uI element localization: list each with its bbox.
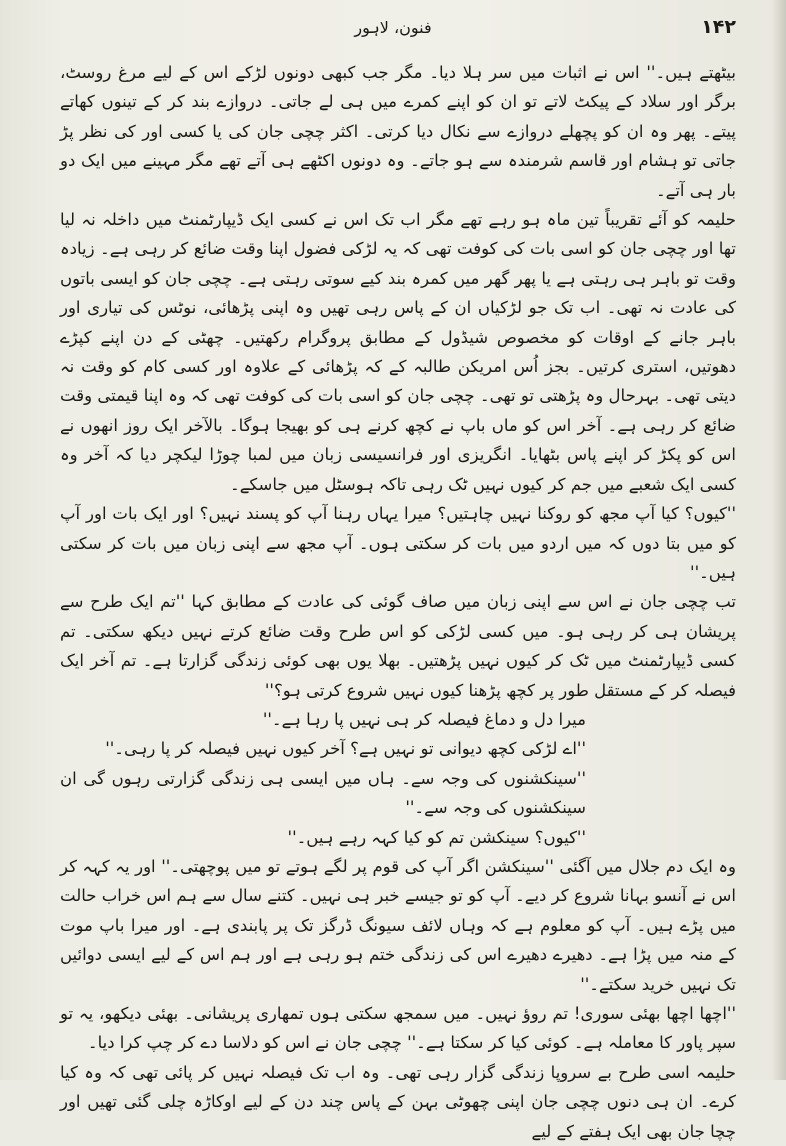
running-title: فنون، لاہور: [354, 18, 432, 37]
dialogue-line: ''اے لڑکی کچھ دیوانی تو نہیں ہے؟ آخر کیوں نہیں فیصلہ کر پا رہی۔'': [105, 739, 586, 759]
dialogue-line: ''سینکشنوں کی وجہ سے۔ ہاں میں ایسی ہی زندگی گزارتی رہوں گی ان سینکشنوں کی وجہ سے۔'': [60, 768, 586, 818]
paragraph: وہ ایک دم جلال میں آگئی ''سینکشن اگر آپ کی قوم پر لگے ہوتے تو میں پوچھتی۔'' اور یہ کہہ کر اس نے آنسو بہانا شروع کر دیے۔ آپ کو تو جیسے خبر ہی نہیں۔ کتنے سال سے ہم اس خراب حالت میں پڑے ہیں۔ آپ کو معلوم ہے کہ وہاں لائف سیونگ ڈرگز تک پر پابندی ہے۔ اور میرا باپ موت کے منہ میں پڑا ہے۔ دھیرے دھیرے اس کی زندگی ختم ہو رہی ہے اور ہم اس کے لیے ایسی دوائیں تک نہیں خرید سکتے۔'': [60, 856, 736, 994]
dialogue-line: ''کیوں؟ سینکشن تم کو کیا کہہ رہے ہیں۔'': [287, 827, 586, 847]
dialogue-paragraph: ''کیوں؟ کیا آپ مجھ کو روکنا نہیں چاہتیں؟ میرا یہاں رہنا آپ کو پسند نہیں؟ اور ایک بات اور آپ کو میں بتا دوں کہ میں اردو میں بات کر سکتی ہوں۔ آپ مجھ سے اپنی زبان میں بات کر سکتی ہیں۔'': [60, 504, 736, 582]
page-edge-shadow: [772, 0, 786, 1080]
paragraph: حلیمہ کو آئے تقریباً تین ماہ ہو رہے تھے مگر اب تک اس نے کسی ایک ڈیپارٹمنٹ میں داخلہ نہ لیا تھا اور چچی جان کو اسی بات کی کوفت تھی کہ یہ لڑکی فضول اپنا وقت ضائع کر رہی ہے۔ زیادہ وقت تو باہر ہی رہتی ہے یا پھر گھر میں کمرہ بند کیے سوتی رہتی ہے۔ چچی جان کو ایسی باتوں کی عادت نہ تھی۔ اب تک جو لڑکیاں ان کے پاس رہی تھیں وہ اپنی پڑھائی، نوٹس کی تیاری اور باہر جانے کے اوقات کو مخصوص شیڈول کے مطابق پروگرام رکھتیں۔ چھٹی کے دن اپنے کپڑے دھوتیں، استری کرتیں۔ بجز اُس امریکن طالبہ کے کہ پڑھائی کے علاوہ اور کسی کام کو وقت نہ دیتی تھی۔ بہرحال وہ پڑھتی تو تھی۔ چچی جان کو اسی بات کی کوفت تھی کہ وہ اپنا قیمتی وقت ضائع کر رہی ہے۔ آخر اس کو ماں باپ نے کچھ کرنے ہی کو بھیجا ہوگا۔ بالآخر ایک روز انھوں نے اس کو پکڑ کر اپنے پاس بٹھایا۔ انگریزی اور فرانسیسی زبان میں لمبا چوڑا لیکچر دیا کہ آخر وہ کسی ایک شعبے میں جم کر کیوں نہیں ٹک رہی تاکہ ہوسٹل میں جاسکے۔: [60, 210, 736, 494]
paragraph: بیٹھتے ہیں۔'' اس نے اثبات میں سر ہلا دیا۔ مگر جب کبھی دونوں لڑکے اس کے لیے مرغ روسٹ، برگر اور سلاد کے پیکٹ لاتے تو ان کو اپنے کمرے میں ہی لے جاتی۔ دروازے بند کر کے تینوں کھاتے پیتے۔ پھر وہ ان کو پچھلے دروازے سے نکال دیا کرتی۔ اکثر چچی جان کی یا کسی اور کی نظر پڑ جاتی تو ہشام اور قاسم شرمندہ سے ہو جاتے۔ وہ دونوں اکٹھے ہی آتے تھے مگر مہینے میں ایک دو بار ہی آتے۔: [60, 63, 736, 200]
page-body: [60, 58, 736, 1146]
page-header: [40, 16, 746, 46]
paragraph: تب چچی جان نے اس سے اپنی زبان میں صاف گوئی کی عادت کے مطابق کہا ''تم ایک طرح سے پریشان ہی کر رہی ہو۔ میں کسی لڑکی کو اس طرح وقت ضائع کرتے نہیں دیکھ سکتی۔ تم کسی ڈیپارٹمنٹ میں ٹک کر کیوں نہیں پڑھتیں۔ بھلا یوں بھی کوئی زندگی گزارتا ہے۔ تم آخر ایک فیصلہ کر کے مستقل طور پر کچھ پڑھنا کیوں نہیں شروع کرتی ہو؟'': [60, 592, 736, 700]
dialogue-line: میرا دل و دماغ فیصلہ کر ہی نہیں پا رہا ہے۔'': [262, 709, 586, 729]
dialogue-paragraph: ''اچھا اچھا بھئی سوری! تم روؤ نہیں۔ میں سمجھ سکتی ہوں تمھاری پریشانی۔ بھئی دیکھو، یہ تو سپر پاور کا معاملہ ہے۔ کوئی کیا کر سکتا ہے۔'' چچی جان نے اس کو دلاسا دے کر چپ کرا دیا۔: [60, 1004, 736, 1053]
page-number: ۱۴۲: [701, 16, 736, 38]
paragraph: حلیمہ اسی طرح بے سروپا زندگی گزار رہی تھی۔ وہ اب تک فیصلہ نہیں کر پائی تھی کہ وہ کیا کرے۔ ان ہی دنوں چچی جان اپنی چھوٹی بہن کے پاس چند دن کے لیے اوکاڑہ چلی گئی تھیں اور چچا جان بھی ایک ہفتے کے لیے: [60, 1062, 736, 1141]
